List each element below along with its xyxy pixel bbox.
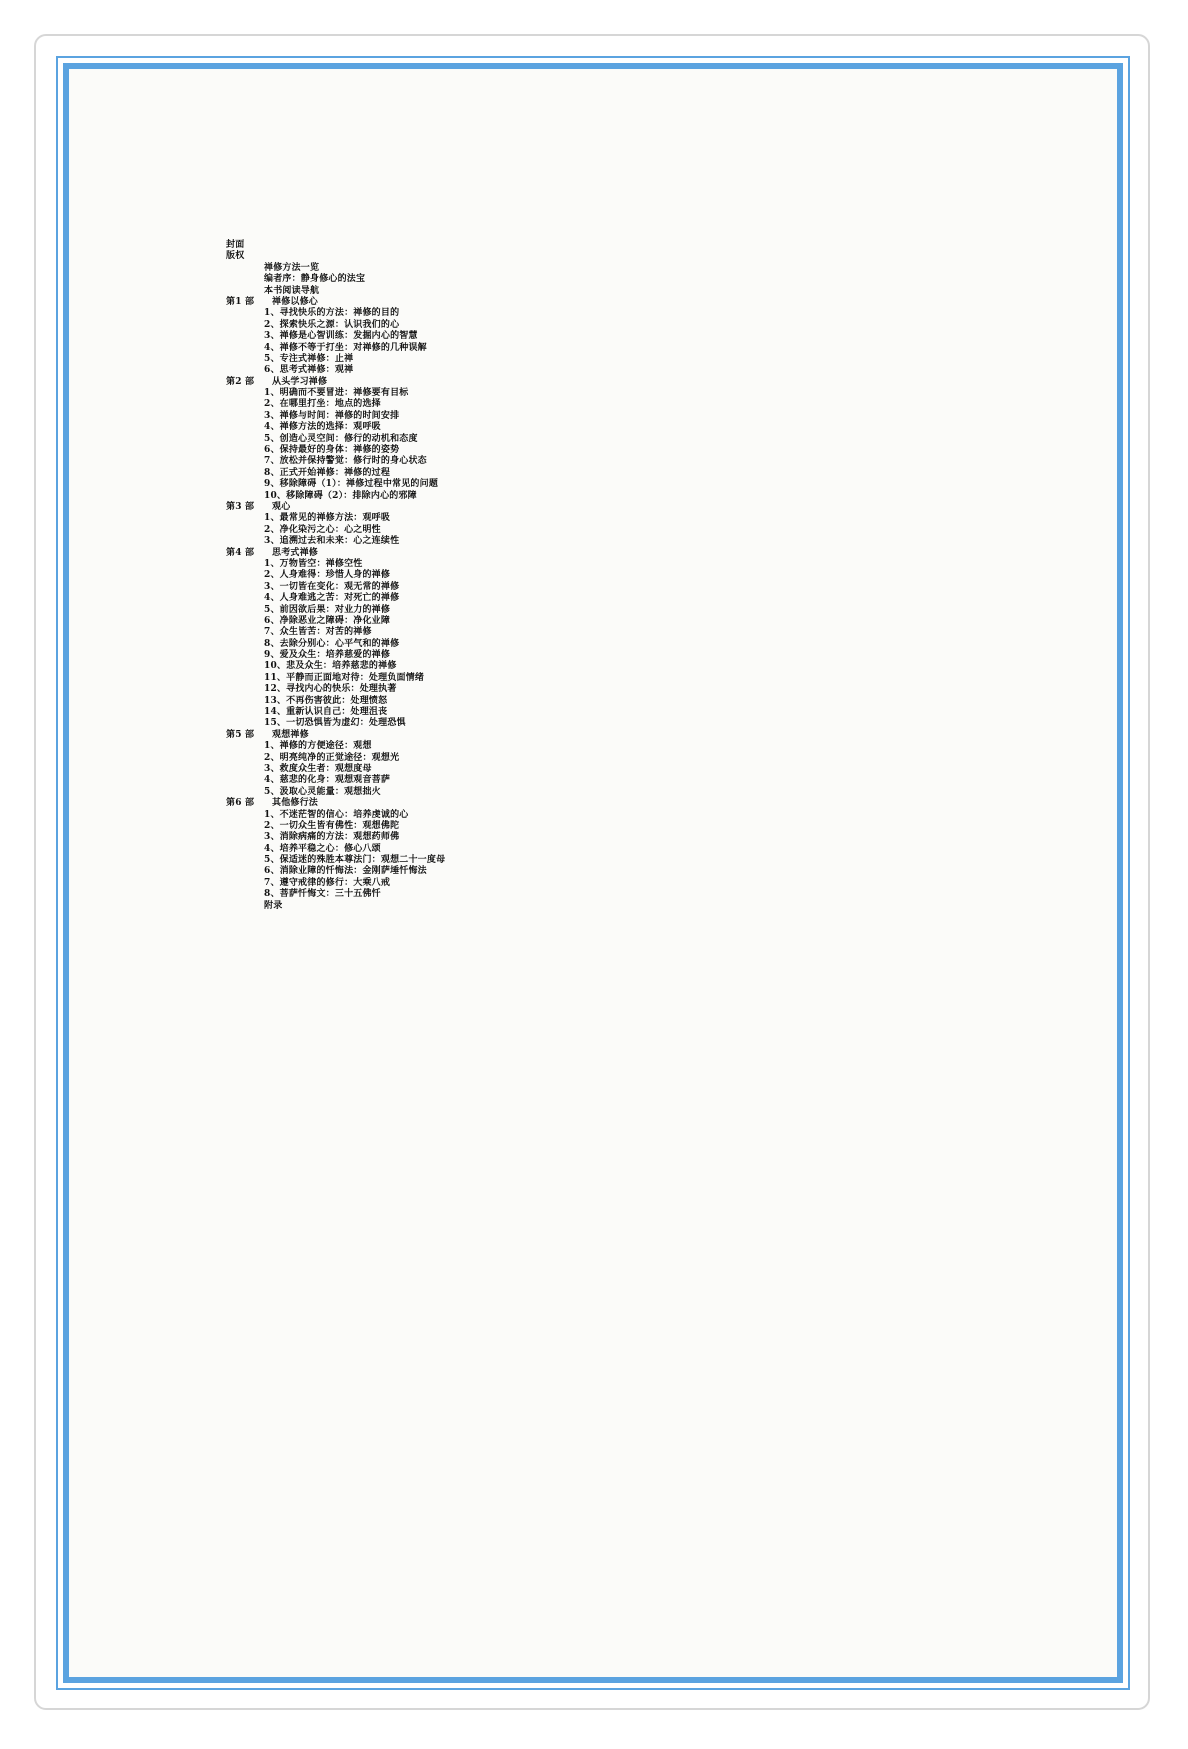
chapter-title: 1、禅修的方便途径：观想 xyxy=(264,741,372,752)
chapter-title: 1、寻找快乐的方法：禅修的目的 xyxy=(264,308,400,319)
toc-chapter-entry[interactable] xyxy=(226,787,445,798)
toc-chapter-entry[interactable] xyxy=(226,718,445,729)
chapter-title: 1、最常见的禅修方法：观呼吸 xyxy=(264,513,391,524)
toc-part-heading[interactable] xyxy=(226,548,445,559)
chapter-title: 8、正式开始禅修：禅修的过程 xyxy=(264,467,391,478)
table-of-contents xyxy=(226,240,445,912)
chapter-title: 6、保持最好的身体：禅修的姿势 xyxy=(264,445,400,456)
toc-chapter-entry[interactable] xyxy=(226,570,445,581)
toc-chapter-entry[interactable] xyxy=(226,308,445,319)
chapter-title: 10、悲及众生：培养慈悲的禅修 xyxy=(264,661,397,672)
toc-chapter-entry[interactable] xyxy=(226,422,445,433)
chapter-title: 6、消除业障的忏悔法：金刚萨埵忏悔法 xyxy=(264,866,427,877)
chapter-title: 3、追溯过去和未来：心之连续性 xyxy=(264,536,400,547)
toc-chapter-entry[interactable] xyxy=(226,866,445,877)
part-title: 思考式禅修 xyxy=(272,547,319,558)
chapter-title: 7、遵守戒律的修行：大乘八戒 xyxy=(264,877,391,888)
chapter-title: 5、专注式禅修：止禅 xyxy=(264,353,354,364)
toc-chapter-entry[interactable] xyxy=(226,343,445,354)
toc-chapter-entry[interactable] xyxy=(226,456,445,467)
toc-chapter-entry[interactable] xyxy=(226,399,445,410)
chapter-title: 9、移除障碍（1）：禅修过程中常见的问题 xyxy=(264,479,439,490)
toc-chapter-entry[interactable] xyxy=(226,513,445,524)
part-title: 观想禅修 xyxy=(272,729,309,740)
chapter-title: 2、明亮纯净的正觉途径：观想光 xyxy=(264,752,400,763)
chapter-title: 8、去除分别心：心平气和的禅修 xyxy=(264,638,400,649)
toc-chapter-entry[interactable] xyxy=(226,753,445,764)
toc-chapter-entry[interactable] xyxy=(226,878,445,889)
toc-chapter-entry[interactable] xyxy=(226,889,445,900)
toc-chapter-entry[interactable] xyxy=(226,559,445,570)
chapter-title: 4、禅修方法的选择：观呼吸 xyxy=(264,422,381,433)
toc-chapter-entry[interactable] xyxy=(226,855,445,866)
toc-chapter-entry[interactable] xyxy=(226,331,445,342)
toc-chapter-entry[interactable] xyxy=(226,479,445,490)
toc-chapter-entry[interactable] xyxy=(226,536,445,547)
chapter-title: 4、慈悲的化身：观想观音菩萨 xyxy=(264,775,391,786)
chapter-title: 13、不再伤害彼此：处理愤怒 xyxy=(264,695,388,706)
toc-chapter-entry[interactable] xyxy=(226,775,445,786)
toc-chapter-entry[interactable] xyxy=(226,365,445,376)
toc-part-heading[interactable] xyxy=(226,297,445,308)
toc-chapter-entry[interactable] xyxy=(226,661,445,672)
toc-chapter-entry[interactable] xyxy=(226,468,445,479)
chapter-title: 15、一切恐惧皆为虚幻：处理恐惧 xyxy=(264,718,406,729)
toc-chapter-entry[interactable] xyxy=(226,605,445,616)
chapter-title: 3、一切皆在变化：观无常的禅修 xyxy=(264,581,400,592)
chapter-title: 9、爱及众生：培养慈爱的禅修 xyxy=(264,650,391,661)
toc-parts xyxy=(226,297,445,901)
toc-part-heading[interactable] xyxy=(226,377,445,388)
toc-chapter-entry[interactable] xyxy=(226,627,445,638)
toc-chapter-entry[interactable] xyxy=(226,639,445,650)
chapter-title: 10、移除障碍（2）：排除内心的邪障 xyxy=(264,490,417,501)
toc-chapter-entry[interactable] xyxy=(226,684,445,695)
toc-chapter-entry[interactable] xyxy=(226,411,445,422)
toc-entry-appendix[interactable]: 附录 xyxy=(264,900,283,911)
toc-chapter-entry[interactable] xyxy=(226,844,445,855)
part-number: 第6 部 xyxy=(226,798,255,809)
chapter-title: 3、消除病痛的方法：观想药师佛 xyxy=(264,832,400,843)
chapter-title: 2、在哪里打坐：地点的选择 xyxy=(264,399,381,410)
toc-part-heading[interactable] xyxy=(226,798,445,809)
chapter-title: 5、保适迷的殊胜本尊法门：观想二十一度母 xyxy=(264,855,446,866)
toc-entry-reading-guide[interactable]: 本书阅读导航 xyxy=(264,285,320,296)
chapter-title: 5、汲取心灵能量：观想拙火 xyxy=(264,786,381,797)
chapter-title: 4、人身难逃之苦：对死亡的禅修 xyxy=(264,593,400,604)
toc-chapter-entry[interactable] xyxy=(226,616,445,627)
toc-chapter-entry[interactable] xyxy=(226,832,445,843)
toc-part-heading[interactable] xyxy=(226,730,445,741)
chapter-title: 3、禅修是心智训练：发掘内心的智慧 xyxy=(264,331,418,342)
toc-chapter-entry[interactable] xyxy=(226,673,445,684)
chapter-title: 5、前因欲后果：对业力的禅修 xyxy=(264,604,391,615)
part-number: 第3 部 xyxy=(226,501,255,512)
toc-entry-copyright[interactable]: 版权 xyxy=(226,251,245,262)
chapter-title: 4、禅修不等于打坐：对禅修的几种误解 xyxy=(264,342,427,353)
toc-chapter-entry[interactable] xyxy=(226,821,445,832)
chapter-title: 3、救度众生者：观想度母 xyxy=(264,763,372,774)
toc-chapter-entry[interactable] xyxy=(226,525,445,536)
part-title: 从头学习禅修 xyxy=(272,376,328,387)
chapter-title: 2、探索快乐之源：认识我们的心 xyxy=(264,319,400,330)
chapter-title: 1、明确而不要冒进：禅修要有目标 xyxy=(264,388,409,399)
part-number: 第4 部 xyxy=(226,547,255,558)
chapter-title: 3、禅修与时间：禅修的时间安排 xyxy=(264,410,400,421)
toc-chapter-entry[interactable] xyxy=(226,696,445,707)
toc-entry-cover[interactable]: 封面 xyxy=(226,240,245,250)
page-frame-inner xyxy=(63,63,1123,1683)
toc-chapter-entry[interactable] xyxy=(226,354,445,365)
toc-chapter-entry[interactable] xyxy=(226,434,445,445)
part-title: 禅修以修心 xyxy=(272,296,319,307)
toc-chapter-entry[interactable] xyxy=(226,593,445,604)
chapter-title: 2、一切众生皆有佛性：观想佛陀 xyxy=(264,820,400,831)
toc-chapter-entry[interactable] xyxy=(226,650,445,661)
chapter-title: 14、重新认识自己：处理沮丧 xyxy=(264,707,388,718)
toc-chapter-entry[interactable] xyxy=(226,388,445,399)
toc-entry-editor-preface[interactable]: 编者序：静身修心的法宝 xyxy=(264,274,366,285)
chapter-title: 8、菩萨忏悔文：三十五佛忏 xyxy=(264,889,381,900)
part-title: 观心 xyxy=(272,501,291,512)
toc-chapter-entry[interactable] xyxy=(226,741,445,752)
part-title: 其他修行法 xyxy=(272,798,319,809)
toc-entry-methods-overview[interactable]: 禅修方法一览 xyxy=(264,262,320,273)
chapter-title: 1、不迷茫智的信心：培养虔诚的心 xyxy=(264,809,409,820)
toc-chapter-entry[interactable] xyxy=(226,810,445,821)
chapter-title: 7、众生皆苦：对苦的禅修 xyxy=(264,627,372,638)
chapter-title: 4、培养平稳之心：修心八颂 xyxy=(264,843,381,854)
chapter-title: 6、净除恶业之障碍：净化业障 xyxy=(264,615,391,626)
toc-chapter-entry[interactable] xyxy=(226,491,445,502)
toc-chapter-entry[interactable] xyxy=(226,445,445,456)
part-number: 第1 部 xyxy=(226,296,255,307)
chapter-title: 5、创造心灵空间：修行的动机和态度 xyxy=(264,433,418,444)
toc-chapter-entry[interactable] xyxy=(226,764,445,775)
part-number: 第5 部 xyxy=(226,729,255,740)
chapter-title: 11、平静而正面地对待：处理负面情绪 xyxy=(264,672,425,683)
part-number: 第2 部 xyxy=(226,376,255,387)
toc-chapter-entry[interactable] xyxy=(226,582,445,593)
chapter-title: 6、思考式禅修：观禅 xyxy=(264,365,354,376)
chapter-title: 7、放松并保持警觉：修行时的身心状态 xyxy=(264,456,427,467)
chapter-title: 1、万物皆空：禅修空性 xyxy=(264,558,363,569)
toc-chapter-entry[interactable] xyxy=(226,320,445,331)
toc-part-heading[interactable] xyxy=(226,502,445,513)
chapter-title: 2、净化染污之心：心之明性 xyxy=(264,524,381,535)
chapter-title: 12、寻找内心的快乐：处理执著 xyxy=(264,684,397,695)
chapter-title: 2、人身难得：珍惜人身的禅修 xyxy=(264,570,391,581)
toc-chapter-entry[interactable] xyxy=(226,707,445,718)
